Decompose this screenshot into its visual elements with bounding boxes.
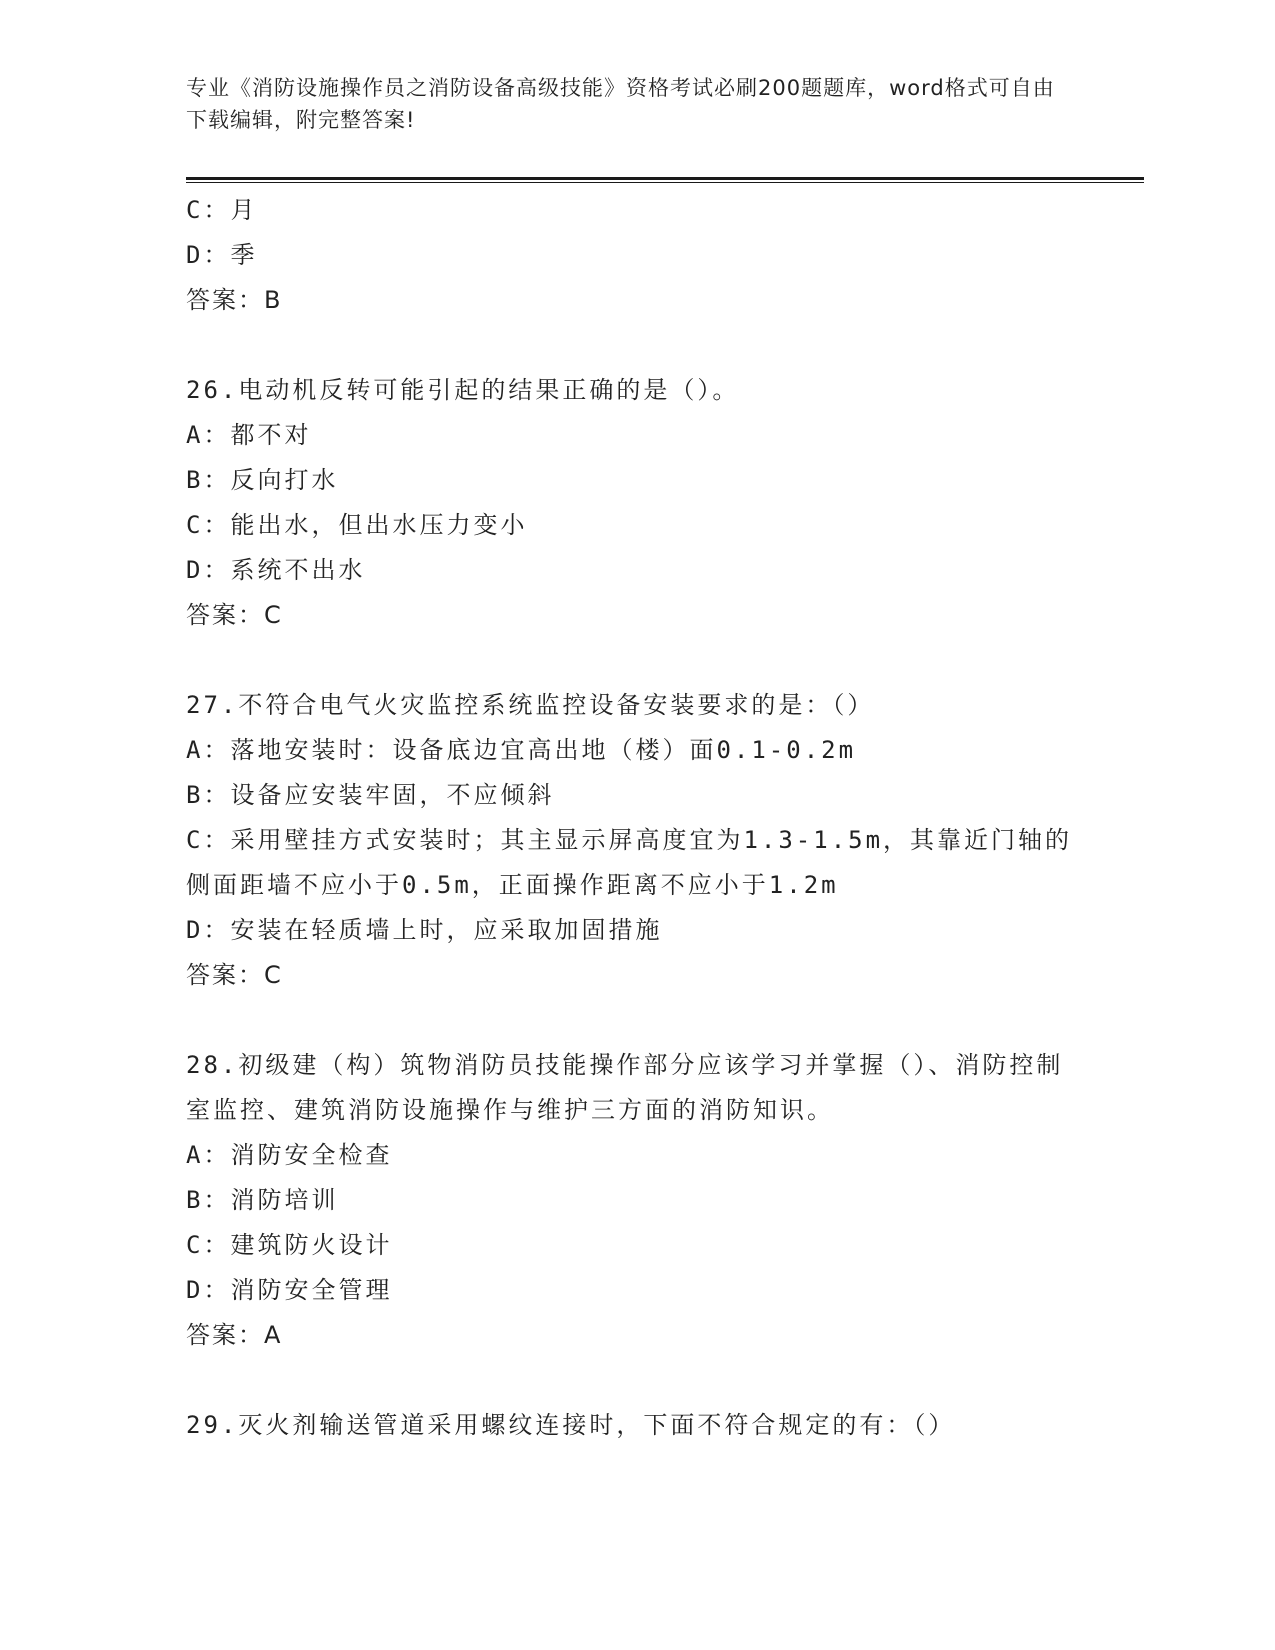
answer-line: 答案：C (186, 601, 283, 629)
question-27 (186, 683, 1086, 998)
option-a: A：落地安装时：设备底边宜高出地（楼）面0.1-0.2m (186, 736, 857, 764)
option-c: C：采用壁挂方式安装时；其主显示屏高度宜为1.3-1.5m，其靠近门轴的侧面距墙不应小于0.5m，正面操作距离不应小于1.2m (186, 826, 1073, 899)
option-d: D：季 (186, 241, 258, 269)
question-stem: 26.电动机反转可能引起的结果正确的是（）。 (186, 376, 740, 404)
answer-line: 答案：C (186, 961, 283, 989)
header-divider-thin (186, 182, 1144, 183)
header-divider-thick (186, 177, 1144, 180)
option-d: D：消防安全管理 (186, 1276, 393, 1304)
question-stem: 29.灭火剂输送管道采用螺纹连接时，下面不符合规定的有：（） (186, 1411, 956, 1439)
question-25-continuation (186, 188, 1086, 323)
question-content (186, 188, 1086, 1448)
answer-line: 答案：A (186, 1321, 283, 1349)
question-29 (186, 1403, 1086, 1448)
question-stem: 28.初级建（构）筑物消防员技能操作部分应该学习并掌握（）、消防控制室监控、建筑消防设施操作与维护三方面的消防知识。 (186, 1051, 1064, 1124)
option-b: B：反向打水 (186, 466, 339, 494)
question-stem: 27.不符合电气火灾监控系统监控设备安装要求的是：（） (186, 691, 875, 719)
question-26 (186, 368, 1086, 638)
answer-line: 答案：B (186, 286, 283, 314)
option-c: C：月 (186, 196, 258, 224)
option-c: C：能出水，但出水压力变小 (186, 511, 528, 539)
option-b: B：消防培训 (186, 1186, 339, 1214)
question-28 (186, 1043, 1086, 1358)
option-d: D：安装在轻质墙上时，应采取加固措施 (186, 916, 663, 944)
option-c: C：建筑防火设计 (186, 1231, 393, 1259)
option-b: B：设备应安装牢固，不应倾斜 (186, 781, 555, 809)
document-header (186, 72, 1066, 136)
header-text: 专业《消防设施操作员之消防设备高级技能》资格考试必刷200题题库，word格式可自由下载编辑，附完整答案! (186, 76, 1055, 132)
option-a: A：都不对 (186, 421, 312, 449)
option-d: D：系统不出水 (186, 556, 366, 584)
option-a: A：消防安全检查 (186, 1141, 393, 1169)
